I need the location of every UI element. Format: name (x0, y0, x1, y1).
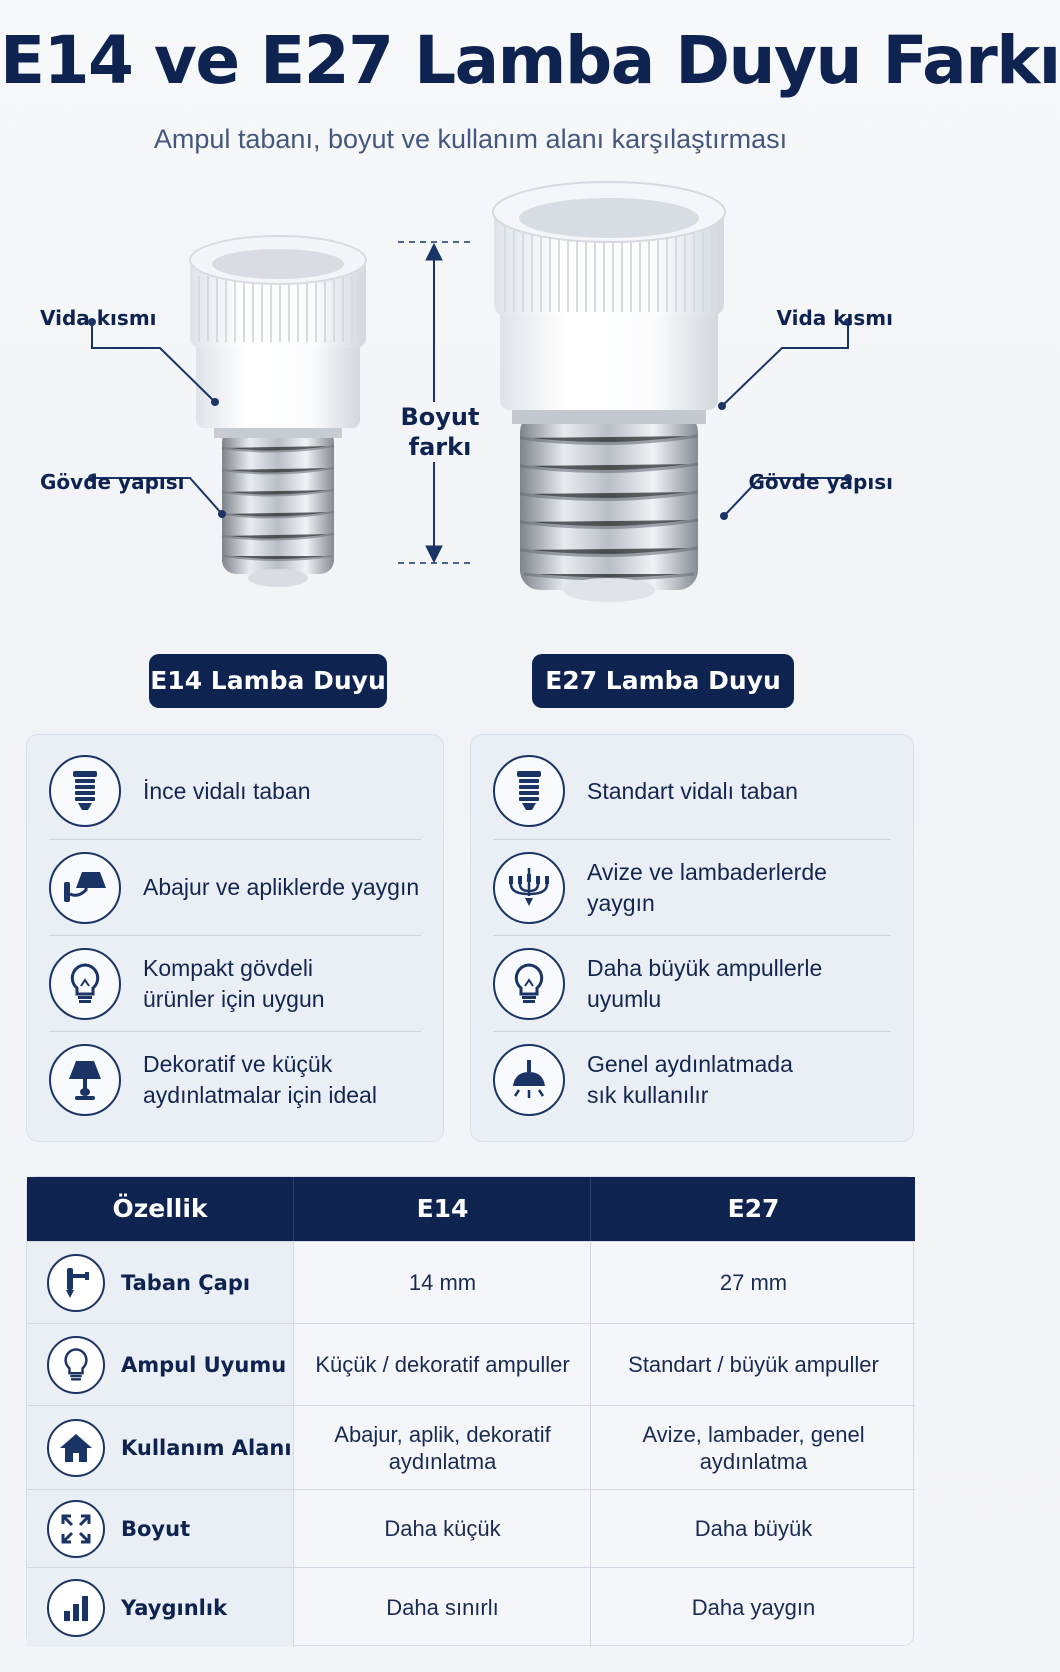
e27-screw-callout: Vida kısmı (776, 306, 893, 330)
bulb-icon (47, 1336, 105, 1394)
page-title: E14 ve E27 Lamba Duyu Farkı (0, 22, 1060, 99)
e27-body-callout: Gövde yapısı (748, 470, 893, 494)
list-item: Daha büyük ampullerle uyumlu (493, 935, 891, 1031)
column-header-e14: E14 (295, 1177, 591, 1241)
list-item: İnce vidalı taban (49, 743, 421, 839)
e14-label-badge: E14 Lamba Duyu (149, 654, 387, 708)
page-subtitle: Ampul tabanı, boyut ve kullanım alanı karşılaştırması (153, 124, 788, 154)
table-row: Boyut Daha küçük Daha büyük (27, 1489, 915, 1567)
bulb-icon (493, 948, 565, 1020)
e27-holder-illustration (493, 182, 725, 602)
column-header-e27: E27 (727, 1194, 780, 1223)
table-row: Taban Çapı 14 mm 27 mm (27, 1241, 915, 1323)
home-icon (47, 1419, 105, 1477)
e27-label-badge: E27 Lamba Duyu (532, 654, 794, 708)
table-row: Kullanım Alanı Abajur, aplik, dekoratif aydınlatma Avize, lambader, genel aydınlatma (27, 1405, 915, 1489)
chandelier-icon (493, 852, 565, 924)
table-header (27, 1177, 915, 1241)
e14-screw-callout: Vida kısmı (40, 306, 157, 330)
list-item: Abajur ve apliklerde yaygın (49, 839, 421, 935)
e14-holder-illustration (190, 236, 366, 587)
table-row: Yaygınlık Daha sınırlı Daha yaygın (27, 1567, 915, 1647)
size-difference-label: Boyut farkı (395, 402, 485, 462)
e14-body-callout: Gövde yapısı (40, 470, 185, 494)
base-diameter-icon (47, 1254, 105, 1312)
list-item: Standart vidalı taban (493, 743, 891, 839)
list-item: Genel aydınlatmada sık kullanılır (493, 1031, 891, 1127)
screw-base-icon (493, 755, 565, 827)
table-lamp-icon (49, 1044, 121, 1116)
list-item: Dekoratif ve küçük aydınlatmalar için ideal (49, 1031, 421, 1127)
column-header-feature: Özellik (27, 1177, 294, 1241)
screw-base-icon (49, 755, 121, 827)
expand-arrows-icon (47, 1500, 105, 1558)
list-item: Kompakt gövdeli ürünler için uygun (49, 935, 421, 1031)
bar-chart-icon (47, 1579, 105, 1637)
table-row: Ampul Uyumu Küçük / dekoratif ampuller Standart / büyük ampuller (27, 1323, 915, 1405)
list-item: Avize ve lambaderlerde yaygın (493, 839, 891, 935)
pendant-lamp-icon (493, 1044, 565, 1116)
bulb-icon (49, 948, 121, 1020)
comparison-table (26, 1176, 914, 1646)
wall-lamp-icon (49, 852, 121, 924)
e27-features-card (470, 734, 914, 1142)
e14-features-card (26, 734, 444, 1142)
